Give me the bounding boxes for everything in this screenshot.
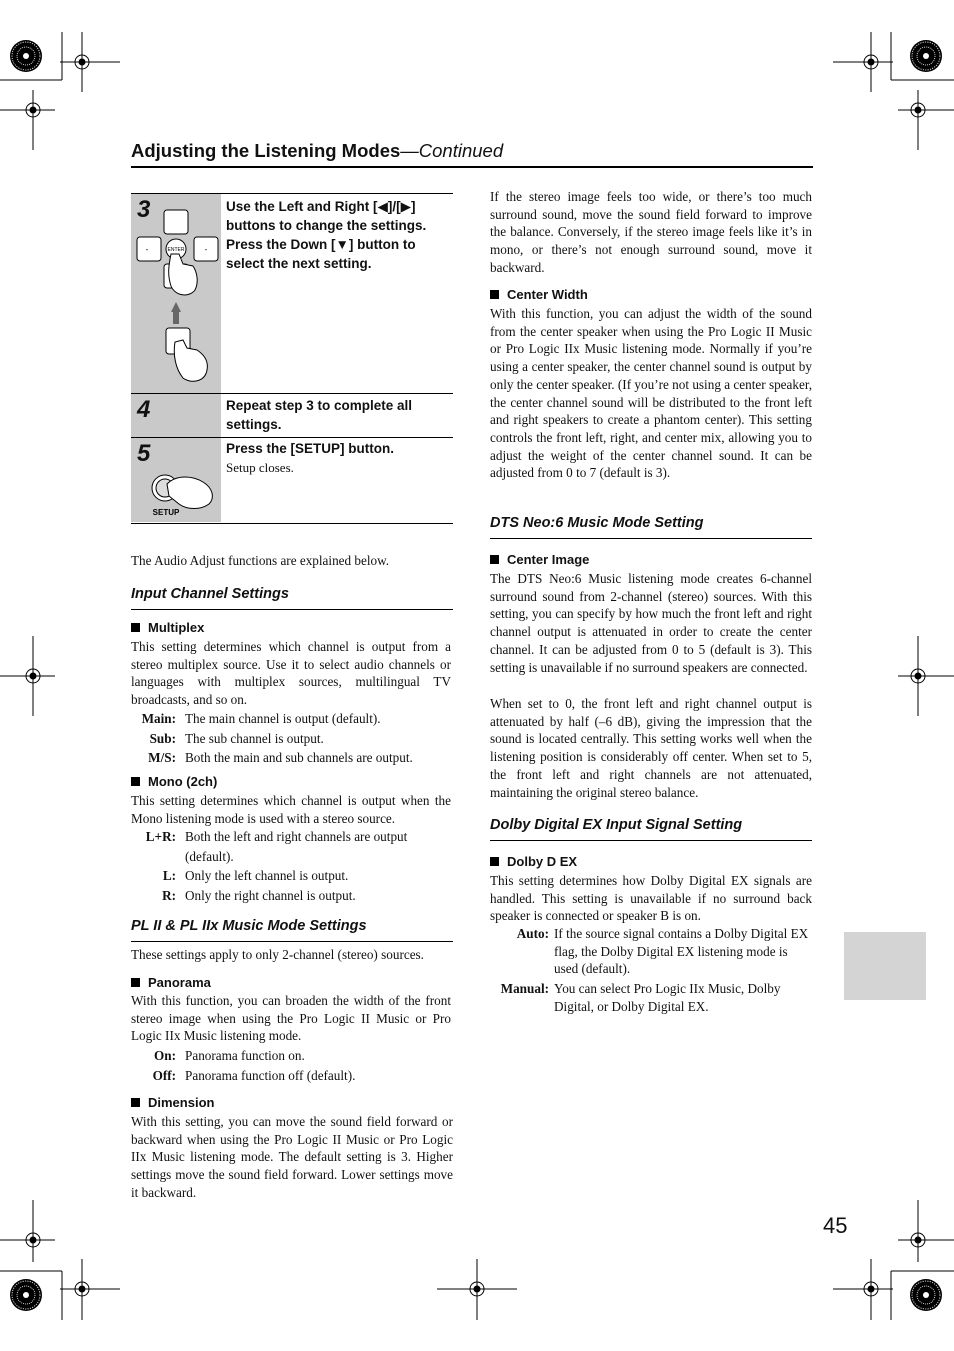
section-rule xyxy=(490,840,812,841)
option-row: L: Only the left channel is output. xyxy=(162,868,349,883)
step-3-text xyxy=(226,197,454,273)
section-rule xyxy=(490,538,812,539)
step-number: 3 xyxy=(137,196,151,223)
stereo-image-text: If the stereo image feels too wide, or there’s too much surround sound, move the sound field forward to improve the balance. Conversely, if the stereo image feels like it’s in mono, or there’s not enough surround sound, move it backward. xyxy=(490,189,812,275)
bullet-square-icon xyxy=(131,777,140,786)
chapter-tab xyxy=(844,932,926,1000)
option-row: Off: Panorama function off (default). xyxy=(152,1067,356,1083)
subsection-center-image xyxy=(490,552,589,567)
section-heading-input-channel: Input Channel Settings xyxy=(131,586,289,602)
panorama-text: With this function, you can broaden the width of the front stereo image when using the Pro Logic II Music or Pro Logic IIx Music listening mode. xyxy=(131,993,451,1044)
svg-text:-: - xyxy=(145,245,149,254)
subsection-title: Panorama xyxy=(148,975,211,990)
section-rule xyxy=(131,609,453,610)
subsection-multiplex xyxy=(131,620,204,635)
center-image-text-2: When set to 0, the front left and right channel output is attenuated by half (–6 dB), giving the impression that the sound is located centrally. This setting works well when the listening position is considerably off center. When set to 5, the front left and right channels are not attenuated, maintaining the original stereo balance. xyxy=(490,696,812,800)
panorama-options xyxy=(131,1046,451,1085)
option-row: M/S: Both the main and sub channels are output. xyxy=(148,750,413,765)
dimension-text: With this setting, you can move the sound field forward or backward when using the Pro Logic II Music or Pro Logic IIx Music listening mode. The default setting is 3. Higher settings move the sound field forward. Lower settings move it backward. xyxy=(131,1114,453,1200)
option-row: L+R: Both the left and right channels are output (default). xyxy=(145,829,408,864)
option-row: On: Panorama function on. xyxy=(154,1048,305,1063)
subsection-dimension xyxy=(131,1095,214,1110)
remote-arrow-buttons-icon xyxy=(131,194,221,393)
bullet-square-icon xyxy=(490,857,499,866)
center-image-text-1: The DTS Neo:6 Music listening mode creates 6-channel surround sound from 2-channel (stereo) sources. With this setting, you can specify by how much the front left and right channel output is attenuated in order to create the center channel. It can be adjusted from 0 to 5 (default is 3). This setting is unavailable if no surround speakers are connected. xyxy=(490,571,812,675)
section-heading-pl2: PL II & PL IIx Music Mode Settings xyxy=(131,918,367,934)
step-4-illustration xyxy=(131,394,221,437)
section-heading-dolby: Dolby Digital EX Input Signal Setting xyxy=(490,817,743,833)
step-3 xyxy=(131,194,453,393)
dolby-options xyxy=(490,925,812,1016)
step-3-instruction-2: Press the Down [▼] button to select the next setting. xyxy=(226,237,416,271)
setup-label: SETUP xyxy=(152,508,180,517)
multiplex-text: This setting determines which channel is output from a stereo multiplex source. Use it to select audio channels or languages with multiplex sources, multilingual TV broadcasts, and so on. xyxy=(131,639,451,708)
section-heading-dts: DTS Neo:6 Music Mode Setting xyxy=(490,515,704,531)
step-5-instruction: Press the [SETUP] button. xyxy=(226,441,395,456)
step-3-illustration xyxy=(131,194,221,393)
bullet-square-icon xyxy=(131,1098,140,1107)
continued-label: —Continued xyxy=(400,140,504,161)
step-4 xyxy=(131,394,453,437)
step-number: 4 xyxy=(137,396,151,423)
center-width-text: With this function, you can adjust the width of the sound from the center speaker when using the Pro Logic II Music or Pro Logic IIx Music listening mode. Normally if you’re using a center speaker, the center channel sound is output by only the center speaker. (If you’re not using a center speaker, the center channel sound will be distributed to the front left and right speakers to create a phantom center). This setting controls the front left, right, and center mix, allowing you to adjust the weight of the center channel sound. It can be adjusted from 0 to 7 (default is 3). xyxy=(490,306,812,481)
page-title: Adjusting the Listening Modes xyxy=(131,140,401,161)
step-5-illustration xyxy=(131,438,221,522)
subsection-mono xyxy=(131,774,217,789)
subsection-center-width xyxy=(490,287,588,302)
step-5-text xyxy=(226,439,454,477)
section-rule xyxy=(131,941,453,942)
mono-options xyxy=(131,827,451,905)
option-row: Sub: The sub channel is output. xyxy=(149,730,324,746)
enter-label: ENTER xyxy=(167,247,185,253)
bullet-square-icon xyxy=(131,623,140,632)
bullet-square-icon xyxy=(490,555,499,564)
subsection-title: Center Image xyxy=(507,552,590,567)
bullet-square-icon xyxy=(490,290,499,299)
header-rule xyxy=(131,166,813,168)
subsection-panorama xyxy=(131,975,211,990)
option-row: Manual: You can select Pro Logic IIx Music, Dolby Digital, or Dolby Digital EX. xyxy=(500,981,781,1014)
step-3-instruction-1: Use the Left and Right [◀]/[▶] buttons to change the settings. xyxy=(226,199,427,233)
setup-button-icon xyxy=(131,438,221,522)
subsection-title: Dimension xyxy=(148,1095,215,1110)
subsection-title: Dolby D EX xyxy=(507,854,578,869)
step-4-instruction: Repeat step 3 to complete all settings. xyxy=(226,398,413,432)
page-number: 45 xyxy=(823,1213,848,1238)
pl2-intro: These settings apply to only 2-channel (stereo) sources. xyxy=(131,947,424,962)
step-5 xyxy=(131,438,453,522)
option-row: Main: The main channel is output (default). xyxy=(141,711,381,726)
subsection-title: Multiplex xyxy=(148,620,205,635)
intro-text: The Audio Adjust functions are explained below. xyxy=(131,553,390,568)
subsection-title: Center Width xyxy=(507,287,588,302)
step-number: 5 xyxy=(137,440,151,467)
bullet-square-icon xyxy=(131,978,140,987)
svg-text:-: - xyxy=(204,245,208,254)
option-row: Auto: If the source signal contains a Dolby Digital EX flag, the Dolby Digital EX listening mode is used (default). xyxy=(516,926,809,977)
steps-table xyxy=(131,193,453,524)
page-header xyxy=(131,140,503,162)
multiplex-options xyxy=(131,709,451,768)
subsection-dolby-d-ex xyxy=(490,854,577,869)
option-row: R: Only the right channel is output. xyxy=(162,887,356,903)
mono-text: This setting determines which channel is output when the Mono listening mode is used with a stereo source. xyxy=(131,793,451,826)
step-5-note: Setup closes. xyxy=(226,460,294,475)
subsection-title: Mono (2ch) xyxy=(148,774,218,789)
dolby-text: This setting determines how Dolby Digital EX signals are handled. This setting is unavailable if no surround back speaker is connected or speaker B is on. xyxy=(490,873,812,924)
